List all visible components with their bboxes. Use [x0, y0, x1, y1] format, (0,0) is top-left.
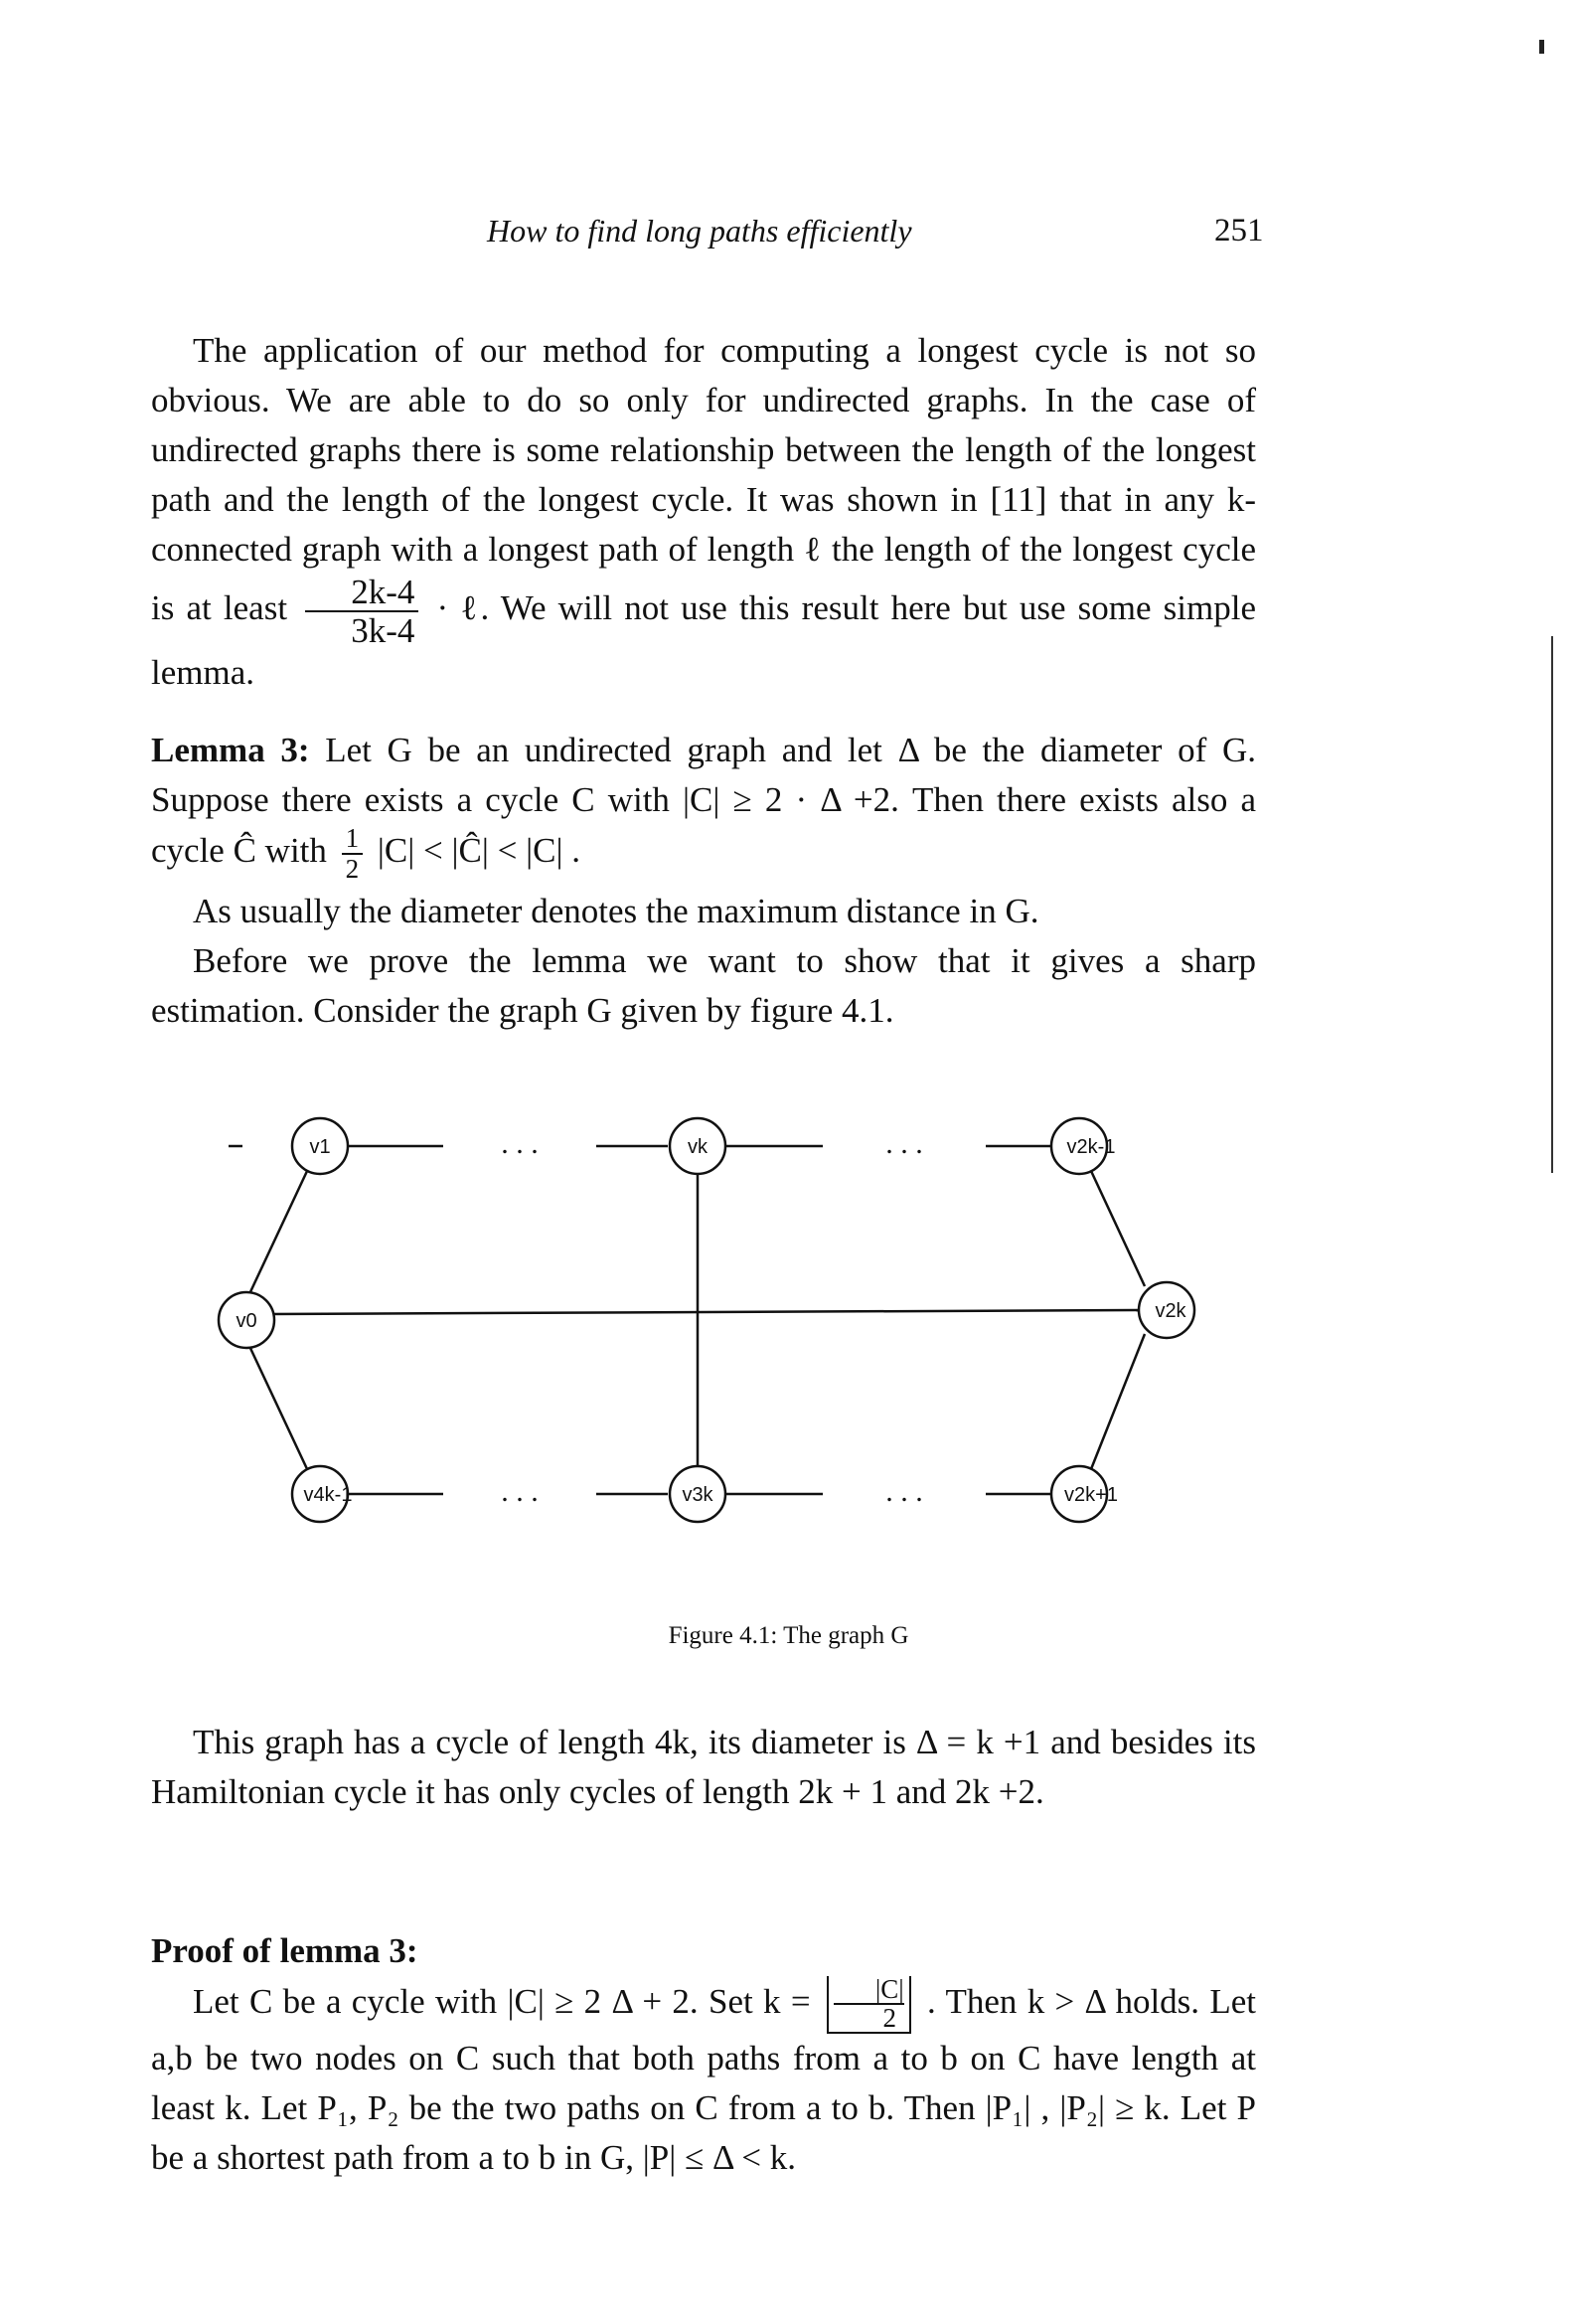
floor-numerator: |C|: [834, 1976, 904, 2005]
intro-paragraph: [151, 326, 1256, 698]
page-number: 251: [1214, 213, 1264, 249]
cycle-ratio-fraction: [305, 575, 418, 648]
proof-line1-end: . Then k > Δ: [927, 1982, 1106, 2022]
edge-v0-v2k: [270, 1310, 1143, 1314]
margin-mark: [1539, 40, 1544, 54]
fraction-denominator: 3k-4: [351, 611, 415, 650]
label-v2k+1: v2k+1: [1064, 1484, 1118, 1506]
figure-caption: Figure 4.1: The graph G: [668, 1622, 909, 1649]
intro-text-start: The application of our method for computing a longest cycle is not so obvious. We are able to do so only for undirected graphs. In the case of undirected graphs there is some relationship between the length of the longest path and the length of the longest cycle. It was shown in [11] that in any k-connected graph with a longest path of length ℓ the length of the longest cycle is at least: [151, 331, 1256, 628]
fraction-numerator: 2k-4: [305, 575, 418, 612]
intro-text-end: · ℓ. We will not use this result here but use some simple lemma.: [151, 588, 1256, 692]
label-v4k-1: v4k-1: [303, 1484, 353, 1506]
edge-v2k-1-v2k: [1091, 1171, 1145, 1286]
ellipsis-bottom-left: . . .: [501, 1475, 539, 1508]
running-header-title: How to find long paths efficiently: [487, 213, 912, 249]
label-v0: v0: [236, 1310, 257, 1332]
floor-denominator: 2: [882, 2003, 897, 2033]
ellipsis-top-right: . . .: [885, 1127, 923, 1160]
fraction-denominator: 2: [345, 854, 360, 884]
graph-description-paragraph: [151, 1718, 1256, 1817]
proof-text: holds. Let a,b be two nodes on C such that both paths from a to b on C have length at least k. Let P₁, P₂ be the two paths on C from a to b. Then |P₁| , |P₂| ≥ k. Let P be a shortest path from a to b in G, |P| ≤ Δ < k.: [151, 1982, 1256, 2177]
edge-v2k-v2k+1: [1091, 1334, 1145, 1469]
graph-diagram: [199, 1101, 1232, 1529]
lemma-text-end: |C| < |Ĉ| < |C| .: [377, 831, 580, 871]
edge-v0-v4k-1: [248, 1344, 308, 1471]
ellipsis-bottom-right: . . .: [885, 1475, 923, 1508]
lemma-text-start: Let G be an undirected graph and let Δ be the diameter of G. Suppose there exists a cycle C with |C| ≥ 2 · Δ +2. Then there exists also a cycle Ĉ with: [151, 731, 1256, 871]
fraction-numerator: 1: [342, 825, 364, 855]
floor-expression: [827, 1976, 911, 2034]
lemma-label: Lemma 3:: [151, 731, 310, 769]
ellipsis-top-left: . . .: [501, 1127, 539, 1160]
proof-block: [151, 1926, 1256, 2183]
proof-title: Proof of lemma 3:: [151, 1931, 418, 1970]
label-v1: v1: [309, 1136, 331, 1158]
half-fraction: [342, 825, 364, 883]
margin-rule: [1551, 636, 1553, 1173]
label-v3k: v3k: [682, 1484, 713, 1506]
label-v2k: v2k: [1155, 1300, 1186, 1322]
diameter-note: As usually the diameter denotes the maximum distance in G.: [193, 892, 1039, 930]
edge-v0-v1: [248, 1169, 308, 1296]
label-vk: vk: [688, 1136, 708, 1158]
figure-4-1: [199, 1101, 1232, 1529]
label-v2k-1: v2k-1: [1066, 1136, 1116, 1158]
graph-description-text: This graph has a cycle of length 4k, its diameter is Δ = k +1 and besides its Hamiltonian cycle it has only cycles of length 2k + 1 and 2k +2.: [151, 1723, 1256, 1811]
sharpness-note: Before we prove the lemma we want to show that it gives a sharp estimation. Consider the graph G given by figure 4.1.: [151, 941, 1256, 1030]
proof-line1-start: Let C be a cycle with |C| ≥ 2 Δ + 2. Set k =: [193, 1982, 811, 2022]
lemma-3: [151, 726, 1256, 1036]
